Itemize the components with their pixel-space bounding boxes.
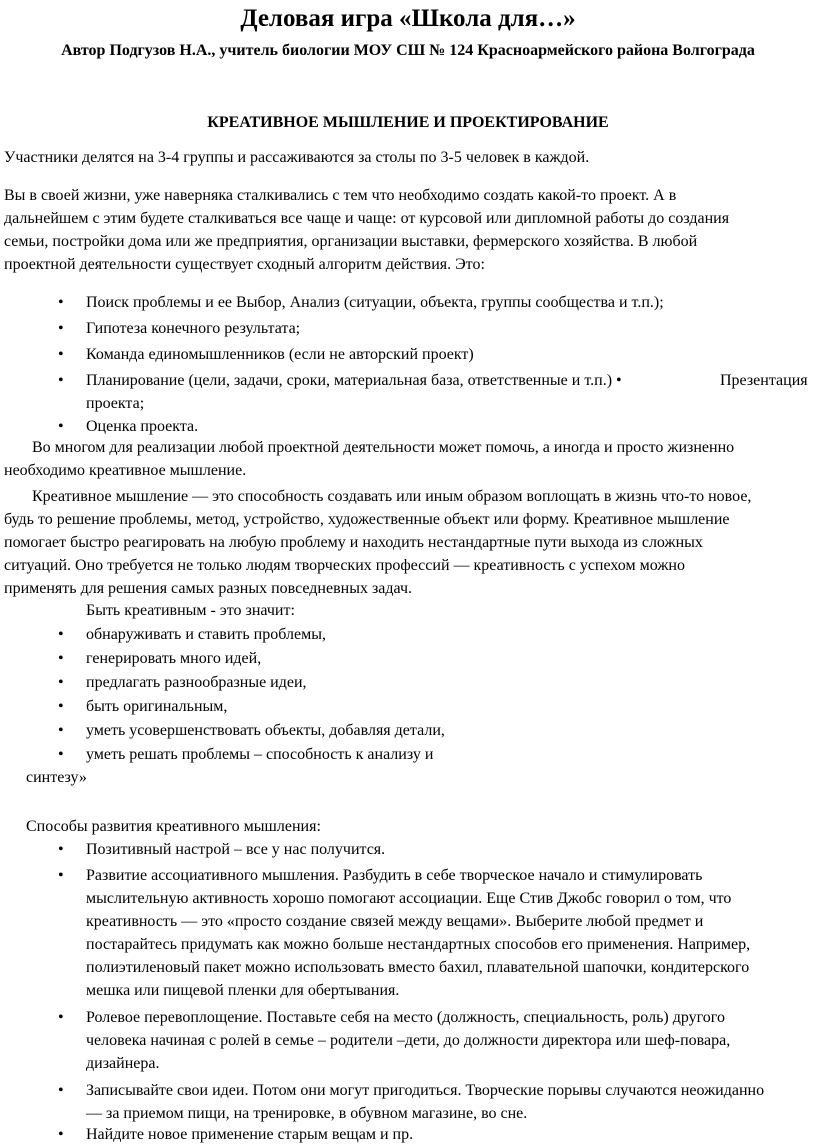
paragraph-line: применять для решения самых разных повседневных задач.: [4, 580, 413, 597]
list-item-continuation: креативность — это «просто создание связей между вещами». Выберите любой предмет и: [86, 913, 704, 930]
list-item-continuation: человека начиная с ролей в семье – родители –дети, до должности директора или шеф-повара,: [86, 1032, 731, 1049]
list-item-continuation: мешка или пищевой пленки для обертывания.: [86, 982, 400, 999]
list-item-fragment: Презентация: [720, 372, 808, 389]
bullet-dot: •: [58, 1082, 64, 1099]
bullet-dot: •: [58, 626, 64, 643]
bullet-dot: •: [58, 294, 64, 311]
list-item: Планирование (цели, задачи, сроки, материальная база, ответственные и т.п.) •: [86, 372, 622, 389]
intro-line: проектной деятельности существует сходный алгоритм действия. Это:: [4, 256, 485, 273]
paragraph-line: будь то решение проблемы, метод, устройство, художественные объект или форму. Креативное мышление: [4, 511, 730, 528]
list-item-continuation: полиэтиленовый пакет можно использовать вместо бахил, плавательной шапочки, кондитерского: [86, 959, 750, 976]
list-lead: Быть креативным - это значит:: [86, 602, 295, 619]
document-title: Деловая игра «Школа для…»: [240, 5, 576, 32]
bullet-dot: •: [58, 841, 64, 858]
intro-line: семьи, постройки дома или же предприятия, организации выставки, фермерского хозяйства. В любой: [4, 233, 698, 250]
list-item: генерировать много идей,: [86, 650, 262, 667]
section-heading: КРЕАТИВНОЕ МЫШЛЕНИЕ И ПРОЕКТИРОВАНИЕ: [207, 114, 609, 131]
list-item: Записывайте свои идеи. Потом они могут пригодиться. Творческие порывы случаются неожиданно: [86, 1082, 765, 1099]
paragraph-line: ситуаций. Оно требуется не только людям творческих профессий — креативность с успехом можно: [4, 557, 685, 574]
bullet-dot: •: [58, 650, 64, 667]
list-item: Команда единомышленников (если не авторский проект): [86, 346, 474, 363]
list-item-continuation: синтезу»: [26, 769, 87, 786]
list-item-continuation: дизайнера.: [86, 1055, 160, 1072]
paragraph-line: Креативное мышление — это способность создавать или иным образом воплощать в жизнь что-то новое,: [32, 488, 752, 505]
list-item-continuation: — за приемом пищи, на тренировке, в обувном магазине, во сне.: [86, 1105, 528, 1122]
list-item: быть оригинальным,: [86, 698, 228, 715]
list-item: Позитивный настрой – все у нас получится.: [86, 841, 386, 858]
list-item-continuation: постарайтесь придумать как можно больше нестандартных способов его применения. Например,: [86, 936, 751, 953]
bullet-dot: •: [58, 346, 64, 363]
list-item: уметь решать проблемы – способность к анализу и: [86, 746, 434, 763]
list-item: Развитие ассоциативного мышления. Разбудить в себе творческое начало и стимулировать: [86, 867, 703, 884]
bullet-dot: •: [58, 320, 64, 337]
bullet-dot: •: [58, 722, 64, 739]
bullet-dot: •: [58, 1009, 64, 1026]
list-lead: Способы развития креативного мышления:: [26, 818, 321, 835]
bullet-dot: •: [58, 698, 64, 715]
bullet-dot: •: [58, 372, 64, 389]
intro-line: дальнейшем с этим будете сталкиваться все чаще и чаще: от курсовой или дипломной работы до создания: [4, 210, 730, 227]
paragraph-line: помогает быстро реагировать на любую проблему и находить нестандартные пути выхода из сложных: [4, 534, 703, 551]
list-item: Ролевое перевоплощение. Поставьте себя на место (должность, специальность, роль) другого: [86, 1009, 725, 1026]
bullet-dot: •: [58, 418, 64, 435]
intro-groups: Участники делятся на 3-4 группы и рассаживаются за столы по 3-5 человек в каждой.: [4, 149, 590, 166]
list-item: предлагать разнообразные идеи,: [86, 674, 307, 691]
list-item: Поиск проблемы и ее Выбор, Анализ (ситуации, объекта, группы сообщества и т.п.);: [86, 294, 664, 311]
bullet-dot: •: [58, 1126, 64, 1143]
paragraph-line: необходимо креативное мышление.: [4, 462, 247, 479]
list-item: уметь усовершенствовать объекты, добавляя детали,: [86, 722, 445, 739]
list-item-continuation: проекта;: [86, 395, 145, 412]
list-item: Найдите новое применение старым вещам и пр.: [86, 1126, 414, 1143]
bullet-dot: •: [58, 746, 64, 763]
list-item: Оценка проекта.: [86, 418, 199, 435]
list-item: обнаруживать и ставить проблемы,: [86, 626, 326, 643]
list-item: Гипотеза конечного результата;: [86, 320, 301, 337]
bullet-dot: •: [58, 674, 64, 691]
author-line: Автор Подгузов Н.А., учитель биологии МОУ СШ № 124 Красноармейского района Волгограда: [61, 42, 755, 59]
paragraph-line: Во многом для реализации любой проектной деятельности может помочь, а иногда и просто жизненно: [32, 439, 735, 456]
intro-line: Вы в своей жизни, уже наверняка сталкивались с тем что необходимо создать какой-то проект. А в: [4, 187, 677, 204]
list-item-continuation: мыслительную активность хорошо помогают ассоциации. Еще Стив Джобс говорил о том, что: [86, 890, 732, 907]
bullet-dot: •: [58, 867, 64, 884]
